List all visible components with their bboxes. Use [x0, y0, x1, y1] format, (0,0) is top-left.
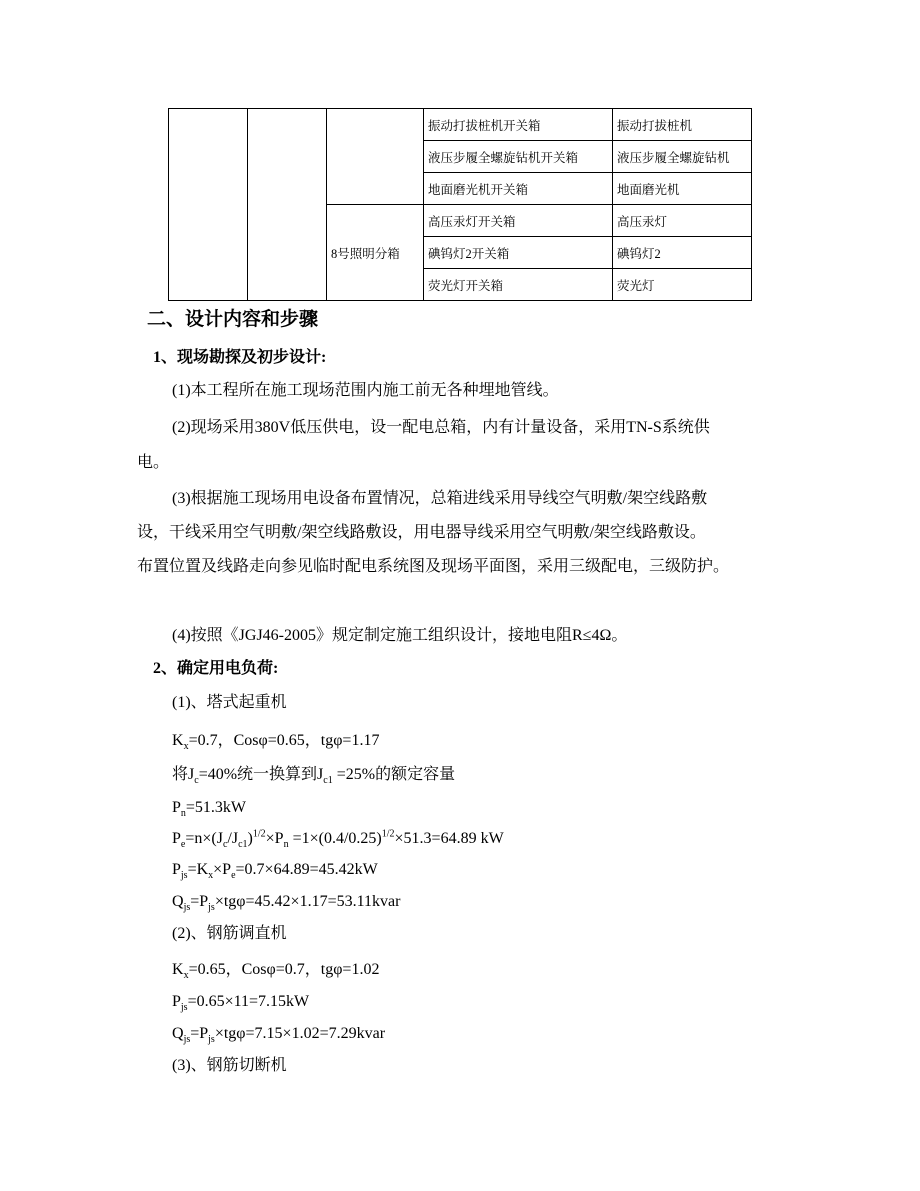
- table-cell: 碘钨灯2开关箱: [424, 237, 613, 269]
- formula-line: 将$J_c=40\%$统一换算到$J_{c1} =25\%$的额定容量: [172, 766, 456, 787]
- table-cell: 振动打拔桩机开关箱: [424, 109, 613, 141]
- subsection-heading: 2、确定用电负荷:: [153, 660, 279, 677]
- table-row: [169, 109, 752, 141]
- paragraph: 布置位置及线路走向参见临时配电系统图及现场平面图，采用三级配电，三级防护。: [137, 558, 730, 575]
- formula-line: $P_e=n\times(J_c/J_{c1})^{1/2}\times P_n =1\times(0.4/0.25)^{1/2}\times 51.3=64.89$ kW: [172, 828, 504, 851]
- item-title: (1)、塔式起重机: [172, 694, 287, 711]
- table-cell: [169, 109, 248, 301]
- formula-line: $Q_{js}=P_{js}\times tg\varphi=45.42\times 1.17=53.11kvar$: [172, 893, 401, 914]
- table-cell-sub-box: 8号照明分箱: [327, 205, 424, 301]
- item-title: (2)、钢筋调直机: [172, 925, 287, 942]
- table-cell: [327, 109, 424, 205]
- table-cell: 碘钨灯2: [613, 237, 752, 269]
- formula-line: $K_x=0.65$，Cosφ=0.7，tgφ=1.02: [172, 961, 380, 982]
- paragraph: (1)本工程所在施工现场范围内施工前无各种埋地管线。: [172, 382, 559, 399]
- table-cell: 液压步履全螺旋钻机开关箱: [424, 141, 613, 173]
- subsection-heading: 1、现场勘探及初步设计:: [153, 349, 327, 366]
- paragraph: (3)根据施工现场用电设备布置情况，总箱进线采用导线空气明敷/架空线路敷: [172, 490, 708, 507]
- section-heading: 二、设计内容和步骤: [147, 309, 319, 330]
- paragraph: (4)按照《JGJ46-2005》规定制定施工组织设计，接地电阻R≤4Ω。: [172, 627, 628, 644]
- table-cell: 荧光灯: [613, 269, 752, 301]
- paragraph: 电。: [137, 454, 170, 471]
- formula-line: $K_x=0.7$，Cosφ=0.65，tgφ=1.17: [172, 732, 380, 753]
- formula-line: $Q_{js}=P_{js}\times tg\varphi=7.15\times 1.02=7.29kvar$: [172, 1025, 386, 1046]
- table-cell: 高压汞灯开关箱: [424, 205, 613, 237]
- table-cell: 荧光灯开关箱: [424, 269, 613, 301]
- table-cell: [248, 109, 327, 301]
- distribution-table: [168, 108, 752, 301]
- table-cell: 地面磨光机: [613, 173, 752, 205]
- table-cell: 地面磨光机开关箱: [424, 173, 613, 205]
- formula-line: $P_{js}=0.65\times 11=7.15kW$: [172, 993, 310, 1014]
- table-cell: 高压汞灯: [613, 205, 752, 237]
- table-cell: 振动打拔桩机: [613, 109, 752, 141]
- paragraph: 设，干线采用空气明敷/架空线路敷设，用电器导线采用空气明敷/架空线路敷设。: [137, 524, 706, 541]
- formula-line: $P_n=51.3kW$: [172, 799, 247, 820]
- formula-line: $P_{js}=K_x\times P_e=0.7\times 64.89=45.42kW$: [172, 861, 378, 882]
- item-title: (3)、钢筋切断机: [172, 1057, 287, 1074]
- paragraph: (2)现场采用380V低压供电，设一配电总箱，内有计量设备，采用TN-S系统供: [172, 419, 710, 436]
- table-cell: 液压步履全螺旋钻机: [613, 141, 752, 173]
